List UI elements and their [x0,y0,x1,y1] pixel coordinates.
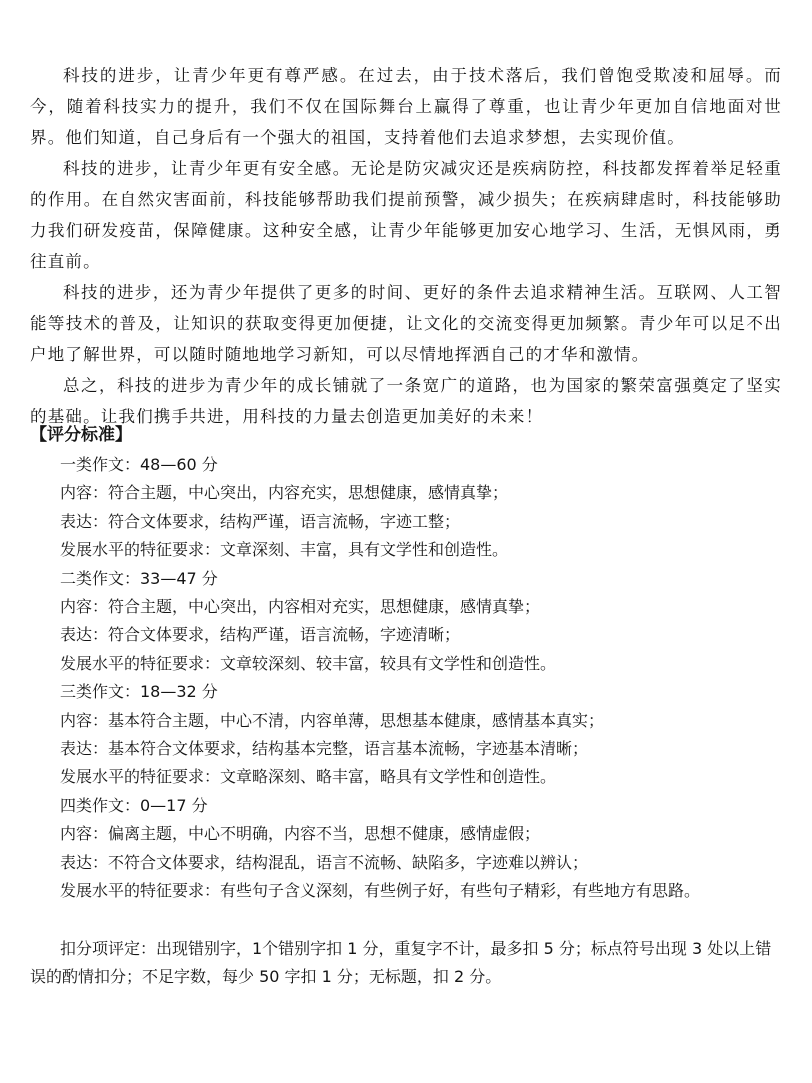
deduction-text: 扣分项评定：出现错别字，1个错别字扣 1 分，重复字不计，最多扣 5 分；标点符号出现 3 处以上错误的酌情扣分；不足字数，每少 50 字扣 1 分；无标题，扣 2 分。 [30,939,772,987]
essay-paragraph-spiritual-life: 科技的进步，还为青少年提供了更多的时间、更好的条件去追求精神生活。互联网、人工智能等技术的普及，让知识的获取变得更加便捷，让文化的交流变得更加频繁。青少年可以足不出户地了解世界，可以随时随地地学习新知，可以尽情地挥洒自己的才华和激情。 [30,283,782,364]
grade-1-title: 一类作文：48—60 分 [60,455,218,474]
grade-4-expression: 表达：不符合文体要求，结构混乱，语言不流畅、缺陷多，字迹难以辨认； [60,852,589,872]
grade-4-content: 内容：偏离主题，中心不明确，内容不当，思想不健康，感情虚假； [60,824,541,844]
essay-paragraph-security: 科技的进步，让青少年更有安全感。无论是防灾减灾还是疾病防控，科技都发挥着举足轻重的作用。在自然灾害面前，科技能够帮助我们提前预警，减少损失；在疾病肆虐时，科技能够助力我们研发疫苗，保障健康。这种安全感，让青少年能够更加安心地学习、生活，无惧风雨，勇往直前。 [30,159,782,271]
grade-3-expression: 表达：基本符合文体要求，结构基本完整，语言基本流畅，字迹基本清晰； [60,739,589,759]
grade-2-development: 发展水平的特征要求：文章较深刻、较丰富，较具有文学性和创造性。 [60,653,557,673]
grade-4-development: 发展水平的特征要求：有些句子含义深刻，有些例子好，有些句子精彩，有些地方有思路。 [60,881,701,901]
grade-4-title: 四类作文：0—17 分 [60,795,208,815]
grade-3-content: 内容：基本符合主题，中心不清，内容单薄，思想基本健康，感情基本真实； [60,710,605,730]
deduction-rules [30,935,782,992]
grade-1-content: 内容：符合主题，中心突出，内容充实，思想健康，感情真挚； [60,483,509,503]
grade-1-expression: 表达：符合文体要求，结构严谨，语言流畅，字迹工整； [60,511,461,531]
grade-1-development: 发展水平的特征要求：文章深刻、丰富，具有文学性和创造性。 [60,540,509,560]
essay-body [30,60,782,432]
scoring-criteria [30,451,782,906]
grade-3-development: 发展水平的特征要求：文章略深刻、略丰富，略具有文学性和创造性。 [60,767,557,787]
grade-2-expression: 表达：符合文体要求，结构严谨，语言流畅，字迹清晰； [60,625,461,645]
essay-paragraph-dignity: 科技的进步，让青少年更有尊严感。在过去，由于技术落后，我们曾饱受欺凌和屈辱。而今，随着科技实力的提升，我们不仅在国际舞台上赢得了尊重，也让青少年更加自信地面对世界。他们知道，自己身后有一个强大的祖国，支持着他们去追求梦想，去实现价值。 [30,66,782,147]
essay-paragraph-conclusion: 总之，科技的进步为青少年的成长铺就了一条宽广的道路，也为国家的繁荣富强奠定了坚实的基础。让我们携手共进，用科技的力量去创造更加美好的未来！ [30,376,782,426]
scoring-heading: 【评分标准】 [30,425,132,445]
grade-2-title: 二类作文：33—47 分 [60,568,218,588]
grade-2-content: 内容：符合主题，中心突出，内容相对充实，思想健康，感情真挚； [60,597,541,617]
grade-3-title: 三类作文：18—32 分 [60,682,218,702]
